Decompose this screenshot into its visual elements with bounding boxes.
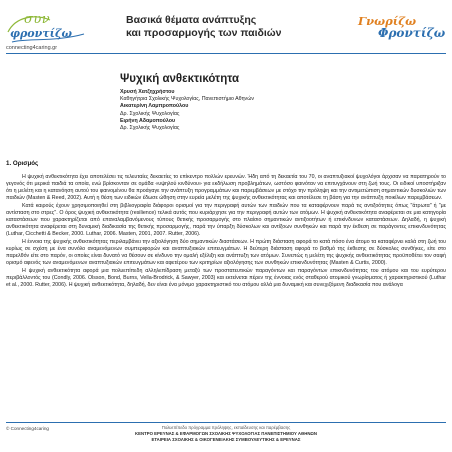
author-name: Ειρήνη Αδαμοπούλου [120, 117, 176, 124]
logo-left-line2: φροντίζω [10, 27, 72, 40]
paragraph: Η έννοια της ψυχικής ανθεκτικότητας περιλαμβάνει την αξιολόγηση δύο σημαντικών διαστάσεων. Η πρώτη διάσταση αφορά το κατά πόσο ένα άτομο τα καταφέρνει καλά στη ζωή του κυρίως σε σχέση με ένα συνόλο αναμενόμενων συμπεριφορών και αναπτυξιακών επιτευγμάτων. Η δεύτερη διάσταση αφορά το βαθμό της έκθεσης σε δύσκολες συνθήκες, είτε στο παρελθόν είτε στο παρόν, οι οποίες είναι δυνατό να θέσουν σε κίνδυνο την ομαλή εξέλιξη και ανάπτυξη των ατόμων. Συνεπώς η μελέτη της ψυχικής ανθεκτικότητας προϋποθέτει τον σαφή ορισμό αφενός των αναμενόμενων αναπτυξιακών επιτευγμάτων και αφετέρου των κριτηρίων αξιολόγησης των συνθηκών επικινδυνότητας (Masten & Curtis, 2000). [6, 239, 446, 266]
paragraph: Κατά καιρούς έχουν χρησιμοποιηθεί στη βιβλιογραφία διάφοροι ορισμοί για την περιγραφή αυτών των παιδιών που τα καταφέρνουν παρά τις αντιξοότητες όπως "άτρωτα" ή "με αντίσταση στο στρες". Ο όρος ψυχική ανθεκτικότητα (resilience) τελικά αυτός που κυριάρχησε για την περιγραφή αυτών των ατόμων. Η ψυχική ανθεκτικότητα αναφέρεται σε μια κατηγορία καταστάσεων που χαρακτηρίζεται από επαναλαμβανόμενους τύπους θετικής προσαρμογής στο πλαίσιο σημαντικών αντιξοοτήτων ή επικίνδυνων καταστάσεων. Δηλαδή, η ψυχική ανθεκτικότητα αναφέρεται στη δυναμική διαδικασία της θετικής προσαρμογής, παρά την ύπαρξη δύσκολων και αντίξοων συνθηκών και παρά την έκθεση σε παράγοντες επικινδυνότητας (Luthar, Cicchetti & Becker, 2000. Luthar, 2006. Masten, 2001, 2007. Rutter, 2006). [6, 203, 446, 237]
author-affiliation: Δρ. Σχολικής Ψυχολογίας [120, 110, 180, 117]
author-name: Αικατερίνη Λαμπροπούλου [120, 103, 189, 110]
author-affiliation: Δρ. Σχολικής Ψυχολογίας [120, 125, 180, 132]
logo-left-line1: συν [24, 12, 51, 27]
footer-divider [6, 422, 446, 423]
section-heading: 1. Ορισμός [6, 160, 39, 167]
website-link[interactable]: connecting4caring.gr [6, 45, 58, 51]
header-title-line2: και προσαρμογής των παιδιών [126, 27, 282, 39]
page-title: Ψυχική ανθεκτικότητα [120, 73, 240, 85]
header-divider [6, 53, 446, 54]
author-name: Χρυσή Χατζηχρήστου [120, 89, 175, 95]
footer-line: Πολυεπίπεδο πρόγραμμα πρόληψης, εκπαίδευσης και παρέμβασης [161, 425, 291, 430]
logo-right-line1: Γνωρίζω [358, 14, 417, 28]
synfrontizo-logo [6, 12, 90, 46]
paragraph: Η ψυχική ανθεκτικότητα έχει αποτελέσει τις τελευταίες δεκαετίες το επίκεντρο πολλών ερευνών. Ήδη από τη δεκαετία του 70, οι αναπτυξιακοί ψυχολόγοι άρχισαν να παρατηρούν το γεγονός ότι μερικά παιδιά τα οποία, ενώ βρίσκονταν σε ομάδα «υψηλού κινδύνου» για εκδήλωση προβλημάτων, ωστόσο φαινόταν να επιτυγχάνουν στη ζωή τους. Οι ειδικοί υποστήριξαν ότι η μελέτη και η κατανόηση αυτού του φαινομένου θα προάγαγε την ανάπτυξη προγραμμάτων και παρεμβάσεων με στόχο την πρόληψη και την αντιμετώπιση σημαντικών δυσκολιών των παιδιών (Masten & Reed, 2002). Αυτή η θέση των ειδικών έδωσε ώθηση στην ευρεία μελέτη της ψυχικής ανθεκτικότητας και αποτέλεσε τη βάση για την ανάπτυξη ποικίλων παρεμβάσεων. [6, 174, 446, 201]
gnorizo-frontizo-logo [358, 14, 446, 46]
author-affiliation: Καθηγήτρια Σχολικής Ψυχολογίας, Πανεπιστήμιο Αθηνών [120, 96, 254, 103]
author-list [120, 89, 420, 132]
footer-credits [96, 425, 356, 442]
footer-line: ΕΤΑΙΡΕΙΑ ΣΧΟΛΙΚΗΣ & ΟΙΚΟΓΕΝΕΙΑΚΗΣ ΣΥΜΒΟΥΛΕΥΤΙΚΗΣ & ΕΡΕΥΝΑΣ [151, 436, 301, 442]
logo-right-line2: Φροντίζω [378, 26, 446, 40]
body-text [6, 174, 446, 291]
page-header [0, 0, 452, 60]
paragraph: Η ψυχική ανθεκτικότητα αφορά μια πολυεπίπεδη αλληλεπίδραση μεταξύ των προστατευτικών παραγόντων και παραγόντων επικινδυνότητας του ατόμου και του ευρύτερου περιβάλλοντός του (Condly, 2006. Olsson, Bond, Burns, Vella-Brodrick, & Sawyer, 2003) και εκτείνεται πέρεν της έννοιας ενός σταθερού ατομικού γνωρίσματος ή χαρακτηριστικού (Luthar et al., 2000. Rutter, 2006). Η ψυχική ανθεκτικότητα, δηλαδή, δεν είναι ένα μόνιμο χαρακτηριστικό του ατόμου αλλά μια δυναμική και συνεχιζόμενη διαδικασία που ανάλογα [6, 268, 446, 289]
footer-line: ΚΕΝΤΡΟ ΕΡΕΥΝΑΣ & ΕΦΑΡΜΟΓΩΝ ΣΧΟΛΙΚΗΣ ΨΥΧΟΛΟΓΙΑΣ ΠΑΝΕΠΙΣΤΗΜΙΟΥ ΑΘΗΝΩΝ [135, 430, 317, 436]
header-title-line1: Βασικά θέματα ανάπτυξης [126, 14, 257, 26]
footer-copyright: © Connecting4caring [6, 426, 49, 431]
header-title [126, 14, 346, 40]
